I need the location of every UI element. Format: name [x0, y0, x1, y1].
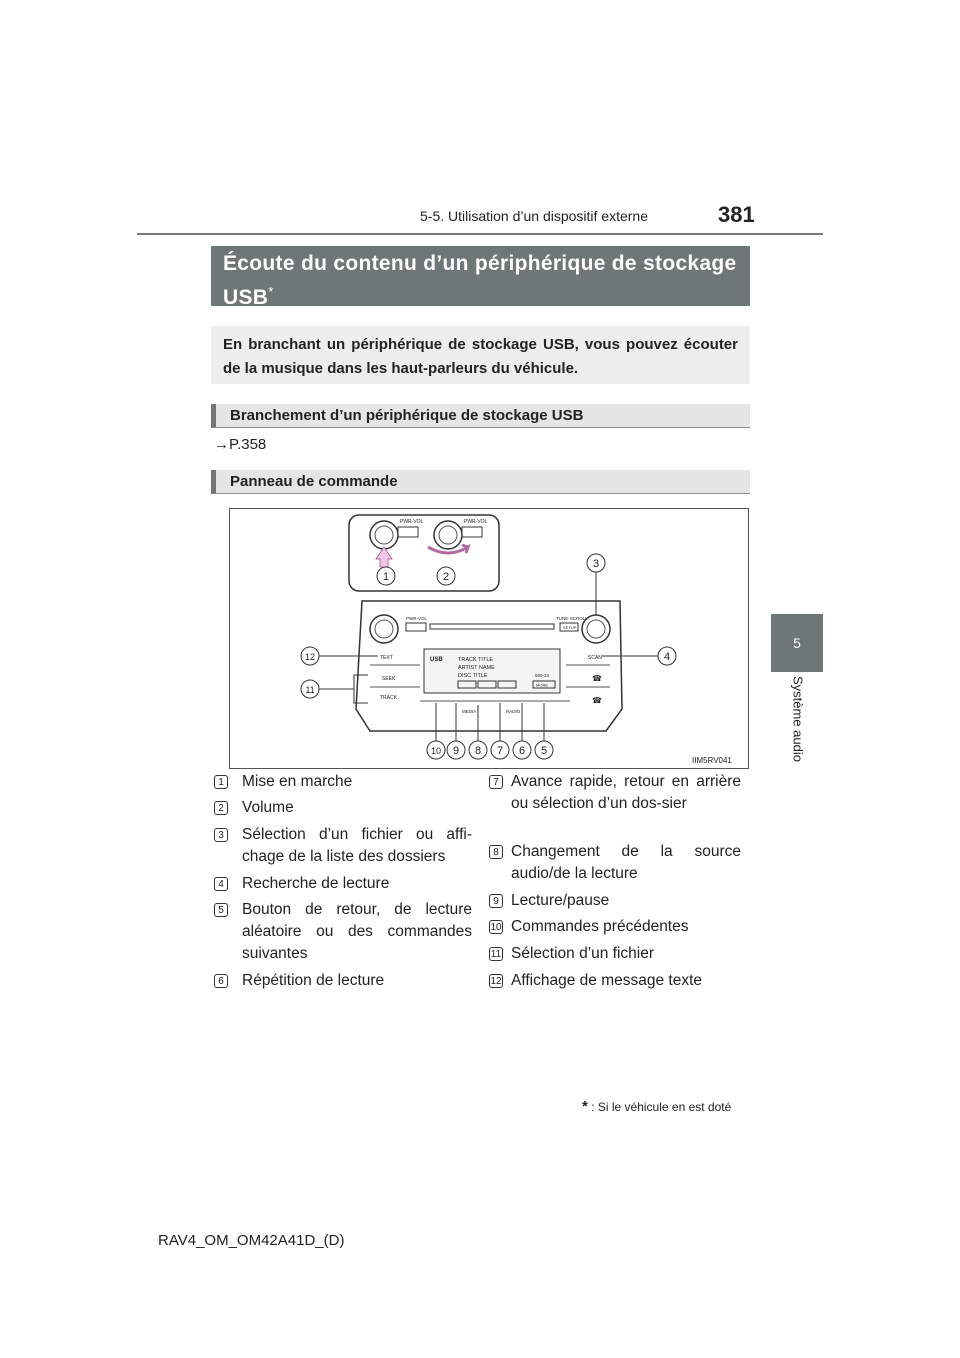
item-number: 12 [490, 976, 502, 987]
item-number: 3 [214, 828, 228, 842]
label-text: TEXT [380, 655, 393, 661]
callout-12-label: 12 [304, 652, 316, 662]
item-text: Répétition de lecture [242, 972, 385, 989]
callout-1-label: 1 [382, 571, 390, 583]
display-more: MORE [536, 682, 548, 688]
header-rule [137, 233, 823, 235]
callout-9-label: 9 [452, 745, 460, 757]
item-number: 1 [214, 775, 228, 789]
section-heading-control-panel: Panneau de commande [211, 470, 750, 494]
item-text: Volume [242, 799, 294, 816]
footnote [582, 1098, 731, 1115]
item-number: 8 [489, 845, 503, 859]
label-pwr-vol: PWR-VOL [406, 616, 428, 621]
inset-eject-right [462, 527, 482, 537]
label-scan: SCAN [588, 655, 602, 661]
display-artist-name: ARTIST NAME [458, 665, 495, 671]
display-usb: USB [430, 657, 443, 663]
document-code: RAV4_OM_OM42A41D_(D) [158, 1232, 345, 1249]
display-disc-title: DISC TITLE [458, 673, 488, 679]
item-number: 4 [214, 877, 228, 891]
callout-7-label: 7 [496, 745, 504, 757]
item-number: 5 [214, 903, 228, 917]
callout-6-label: 6 [518, 745, 526, 757]
inset-box [349, 515, 499, 591]
item-text: Sélection d’un fichier ou affi-chage de la liste des dossiers [242, 826, 472, 865]
footnote-text: : Si le véhicule en est doté [591, 1100, 732, 1114]
label-seek: SEEK [382, 676, 396, 682]
item-text: Sélection d’un fichier [511, 945, 655, 962]
title-mark: * [268, 284, 274, 299]
item-number: 11 [490, 949, 502, 960]
intro-text: En branchant un périphérique de stockage USB, vous pouvez écouter de la musique dans les haut-parleurs du véhicule. [211, 326, 750, 384]
item-text: Affichage de message texte [511, 972, 703, 989]
push-arrow-icon [376, 547, 392, 567]
callout-10-label: 10 [430, 746, 442, 756]
inset-knob-left [370, 521, 398, 549]
phone-hangup-icon: ☎ [592, 696, 602, 705]
label-media: MEDIA [462, 709, 477, 714]
inset-eject-left [398, 527, 418, 537]
section-heading-usb-connection: Branchement d’un périphérique de stockage USB [211, 404, 750, 428]
inset-knob-right [434, 521, 462, 549]
label-setup: SETUP [563, 625, 577, 630]
item-number: 7 [489, 775, 503, 789]
chapter-label: Système audio [790, 676, 806, 762]
callout-4-label: 4 [663, 651, 671, 663]
title-text: Écoute du contenu d’un périphérique de stockage USB [223, 252, 737, 309]
inset-label-pwr-2: PWR-VOL [464, 519, 488, 525]
control-panel-illustration [230, 509, 748, 768]
power-volume-knob [370, 615, 398, 643]
item-number: 9 [489, 894, 503, 908]
page-reference: →P.358 [214, 436, 267, 453]
item-text: Changement de la source audio/de la lecture [511, 843, 741, 882]
inset-label-pwr-1: PWR-VOL [400, 519, 424, 525]
phone-pickup-icon: ☎ [592, 674, 602, 683]
item-number: 6 [214, 974, 228, 988]
display-track-title: TRACK TITLE [458, 657, 494, 663]
item-text: Bouton de retour, de lecture aléatoire ou des commandes suivantes [242, 901, 472, 962]
item-text: Avance rapide, retour en arrière ou sélection d’un dos-sier [511, 773, 741, 812]
page-number: 381 [718, 202, 755, 227]
footnote-mark: * [582, 1098, 588, 1115]
section-header: 5-5. Utilisation d’un dispositif externe [420, 208, 649, 224]
callout-3-label: 3 [592, 558, 600, 570]
display-time: 550-33 [535, 673, 550, 678]
callout-11-label: 11 [305, 685, 315, 695]
item-text: Recherche de lecture [242, 875, 390, 892]
item-text: Mise en marche [242, 773, 353, 790]
figure-code: IIM5RV041 [692, 756, 732, 765]
callout-2-label: 2 [442, 571, 450, 583]
item-text: Commandes précédentes [511, 918, 689, 935]
item-number: 10 [490, 922, 502, 933]
callout-5-label: 5 [540, 745, 548, 757]
label-radio: RADIO [506, 709, 521, 714]
label-tune-scroll: TUNE·SCROLL [556, 616, 588, 621]
chapter-tab: 5 [771, 614, 823, 672]
callout-8-label: 8 [474, 745, 482, 757]
page-title [211, 246, 750, 309]
item-number: 2 [214, 801, 228, 815]
control-panel-figure [229, 508, 749, 769]
item-text: Lecture/pause [511, 892, 610, 909]
label-track: TRACK [380, 695, 397, 701]
